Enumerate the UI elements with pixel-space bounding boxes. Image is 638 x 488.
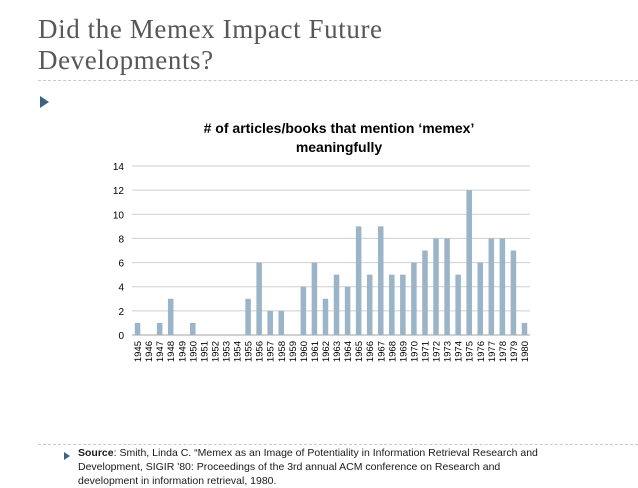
source-label: Source	[78, 447, 114, 459]
y-tick-label: 8	[118, 234, 124, 246]
bar-1969	[400, 275, 406, 335]
x-tick-label-1973: 1973	[442, 341, 454, 363]
x-tick-label-1964: 1964	[343, 341, 355, 363]
x-tick-label-1952: 1952	[210, 341, 222, 363]
x-tick-label-1969: 1969	[398, 341, 410, 363]
y-tick-label: 12	[112, 186, 124, 198]
bar-1948	[168, 299, 174, 335]
x-tick-label-1965: 1965	[354, 341, 366, 363]
x-tick-label-1971: 1971	[420, 341, 432, 363]
chart-title-line-2: meaningfully	[295, 139, 383, 155]
footer-divider	[38, 444, 638, 445]
x-tick-label-1975: 1975	[464, 341, 476, 363]
bar-1965	[356, 226, 362, 335]
bar-1957	[267, 311, 273, 335]
x-tick-label-1956: 1956	[254, 341, 266, 363]
bar-1956	[256, 263, 262, 335]
x-tick-label-1961: 1961	[309, 341, 321, 363]
x-tick-label-1947: 1947	[155, 341, 167, 363]
source-bullet-icon	[64, 452, 70, 460]
source-citation	[78, 446, 548, 487]
x-tick-label-1953: 1953	[221, 341, 233, 363]
x-tick-label-1954: 1954	[232, 341, 244, 363]
bar-1950	[190, 323, 196, 335]
bar-1970	[411, 263, 417, 335]
x-axis-ticks	[133, 341, 531, 362]
source-citation-text: : Smith, Linda C. “Memex as an Image of Potentiality in Information Retrieval Research and Development, SIGIR '80: Proceedings of the 3rd annual ACM conference on Research and development in information retrieval, 1980.	[78, 447, 538, 487]
x-tick-label-1959: 1959	[287, 341, 299, 363]
bar-1980	[522, 323, 528, 335]
x-tick-label-1963: 1963	[332, 341, 344, 363]
x-tick-label-1960: 1960	[298, 341, 310, 363]
y-tick-label: 14	[112, 162, 124, 173]
x-tick-label-1957: 1957	[265, 341, 277, 363]
slide-title-line-2: Developments?	[38, 45, 214, 75]
x-tick-label-1946: 1946	[144, 341, 156, 363]
bar-1978	[500, 238, 506, 335]
x-tick-label-1977: 1977	[486, 341, 498, 363]
y-tick-label: 0	[118, 331, 124, 342]
x-tick-label-1955: 1955	[243, 341, 255, 363]
bar-1974	[455, 275, 461, 335]
bar-1964	[345, 287, 351, 335]
bar-1958	[278, 311, 284, 335]
x-tick-label-1948: 1948	[166, 341, 178, 363]
bar-1967	[378, 226, 384, 335]
x-tick-label-1950: 1950	[188, 341, 200, 363]
y-axis-ticks	[113, 162, 125, 342]
bar-1961	[312, 263, 318, 335]
slide-title-line-1: Did the Memex Impact Future	[38, 14, 383, 44]
x-tick-label-1980: 1980	[519, 341, 531, 363]
bar-1960	[301, 287, 307, 335]
bar-1972	[433, 238, 439, 335]
bar-1966	[367, 275, 373, 335]
x-tick-label-1958: 1958	[276, 341, 288, 363]
y-tick-label: 6	[118, 258, 124, 270]
y-tick-label: 10	[112, 210, 124, 222]
y-tick-label: 2	[118, 306, 124, 318]
x-tick-label-1979: 1979	[508, 341, 520, 363]
bar-1947	[157, 323, 163, 335]
bar-1977	[489, 238, 495, 335]
x-tick-label-1976: 1976	[475, 341, 487, 363]
bar-1976	[477, 263, 483, 335]
x-tick-label-1978: 1978	[497, 340, 509, 363]
x-tick-label-1967: 1967	[376, 341, 388, 363]
bar-1975	[466, 190, 472, 335]
bar-1945	[135, 323, 141, 335]
x-tick-label-1966: 1966	[365, 341, 377, 363]
bar-1963	[334, 275, 340, 335]
x-tick-label-1949: 1949	[177, 341, 189, 363]
bar-1968	[389, 275, 395, 335]
x-tick-label-1962: 1962	[320, 341, 332, 363]
bar-1962	[323, 299, 329, 335]
x-tick-label-1945: 1945	[133, 341, 145, 363]
y-tick-label: 4	[118, 282, 124, 294]
bar-1971	[422, 251, 428, 336]
chart-title-line-1: # of articles/books that mention ‘memex’	[203, 120, 475, 136]
bar-1955	[245, 299, 251, 335]
x-tick-label-1970: 1970	[409, 341, 421, 363]
x-tick-label-1968: 1968	[387, 341, 399, 363]
x-tick-label-1951: 1951	[199, 341, 211, 363]
x-tick-label-1974: 1974	[453, 341, 465, 363]
bar-1973	[444, 238, 450, 335]
bar-1979	[511, 251, 517, 336]
x-tick-label-1972: 1972	[431, 341, 443, 363]
